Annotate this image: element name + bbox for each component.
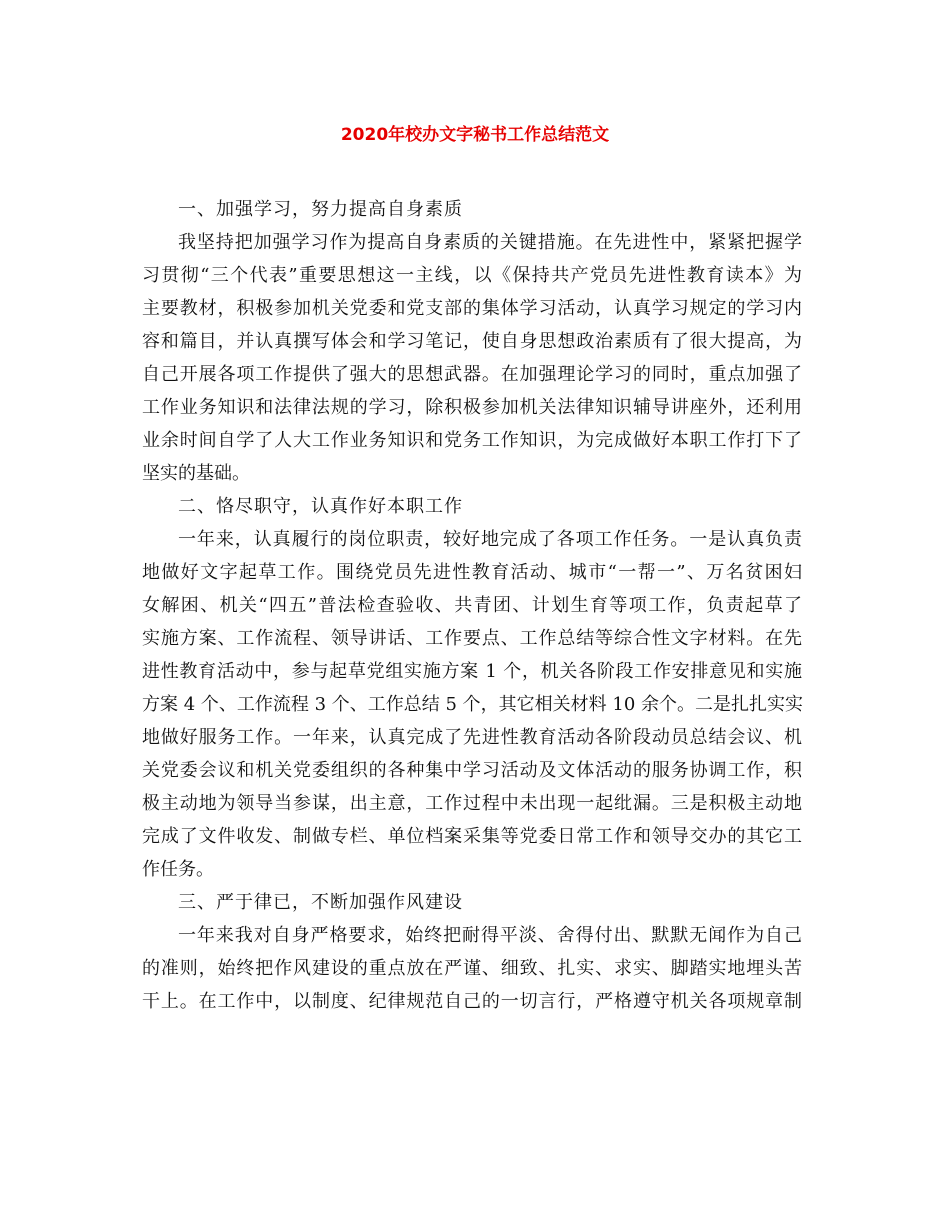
paragraph-line: 一年来，认真履行的岗位职责，较好地完成了各项工作任务。一是认真负责 bbox=[178, 529, 802, 550]
paragraph-line: 业余时间自学了人大工作业务知识和党务工作知识，为完成做好本职工作打下了 bbox=[142, 430, 802, 451]
section-3-paragraph bbox=[142, 919, 802, 1018]
paragraph-line: 实施方案、工作流程、领导讲话、工作要点、工作总结等综合性文字材料。在先 bbox=[142, 628, 802, 649]
section-2-heading: 二、恪尽职守，认真作好本职工作 bbox=[178, 496, 463, 517]
document-title: 2020年校办文字秘书工作总结范文 bbox=[340, 125, 610, 145]
section-1-paragraph bbox=[142, 226, 802, 490]
paragraph-line: 地做好服务工作。一年来，认真完成了先进性教育活动各阶段动员总结会议、机 bbox=[142, 727, 802, 748]
paragraph-line: 习贯彻“三个代表”重要思想这一主线，以《保持共产党员先进性教育读本》为 bbox=[142, 265, 802, 286]
document-body bbox=[142, 193, 802, 1018]
paragraph-line: 一年来我对自身严格要求，始终把耐得平淡、舍得付出、默默无闻作为自己 bbox=[178, 925, 802, 946]
paragraph-line: 干上。在工作中，以制度、纪律规范自己的一切言行，严格遵守机关各项规章制 bbox=[142, 991, 802, 1012]
paragraph-line: 坚实的基础。 bbox=[142, 463, 250, 484]
paragraph-line: 主要教材，积极参加机关党委和党支部的集体学习活动，认真学习规定的学习内 bbox=[142, 298, 802, 319]
paragraph-line: 方案 4 个、工作流程 3 个、工作总结 5 个，其它相关材料 10 余个。二是扎扎实实 bbox=[142, 694, 804, 715]
paragraph-line: 自己开展各项工作提供了强大的思想武器。在加强理论学习的同时，重点加强了 bbox=[142, 364, 802, 385]
section-2-paragraph bbox=[142, 523, 802, 886]
paragraph-line: 作任务。 bbox=[142, 859, 214, 880]
paragraph-line: 进性教育活动中，参与起草党组实施方案 1 个，机关各阶段工作安排意见和实施 bbox=[142, 661, 802, 682]
paragraph-line: 容和篇目，并认真撰写体会和学习笔记，使自身思想政治素质有了很大提高，为 bbox=[142, 331, 802, 352]
paragraph-line: 工作业务知识和法律法规的学习，除积极参加机关法律知识辅导讲座外，还利用 bbox=[142, 397, 802, 418]
paragraph-line: 完成了文件收发、制做专栏、单位档案采集等党委日常工作和领导交办的其它工 bbox=[142, 826, 802, 847]
paragraph-line: 女解困、机关“四五”普法检查验收、共青团、计划生育等项工作，负责起草了 bbox=[142, 595, 802, 616]
section-1-heading: 一、加强学习，努力提高自身素质 bbox=[178, 199, 463, 220]
paragraph-line: 的准则，始终把作风建设的重点放在严谨、细致、扎实、求实、脚踏实地埋头苦 bbox=[142, 958, 802, 979]
paragraph-line: 地做好文字起草工作。围绕党员先进性教育活动、城市“一帮一”、万名贫困妇 bbox=[142, 562, 802, 583]
paragraph-line: 极主动地为领导当参谋，出主意，工作过程中未出现一起纰漏。三是积极主动地 bbox=[142, 793, 802, 814]
section-3-heading: 三、严于律已，不断加强作风建设 bbox=[178, 892, 463, 913]
paragraph-line: 我坚持把加强学习作为提高自身素质的关键措施。在先进性中，紧紧把握学 bbox=[178, 232, 802, 253]
paragraph-line: 关党委会议和机关党委组织的各种集中学习活动及文体活动的服务协调工作，积 bbox=[142, 760, 802, 781]
